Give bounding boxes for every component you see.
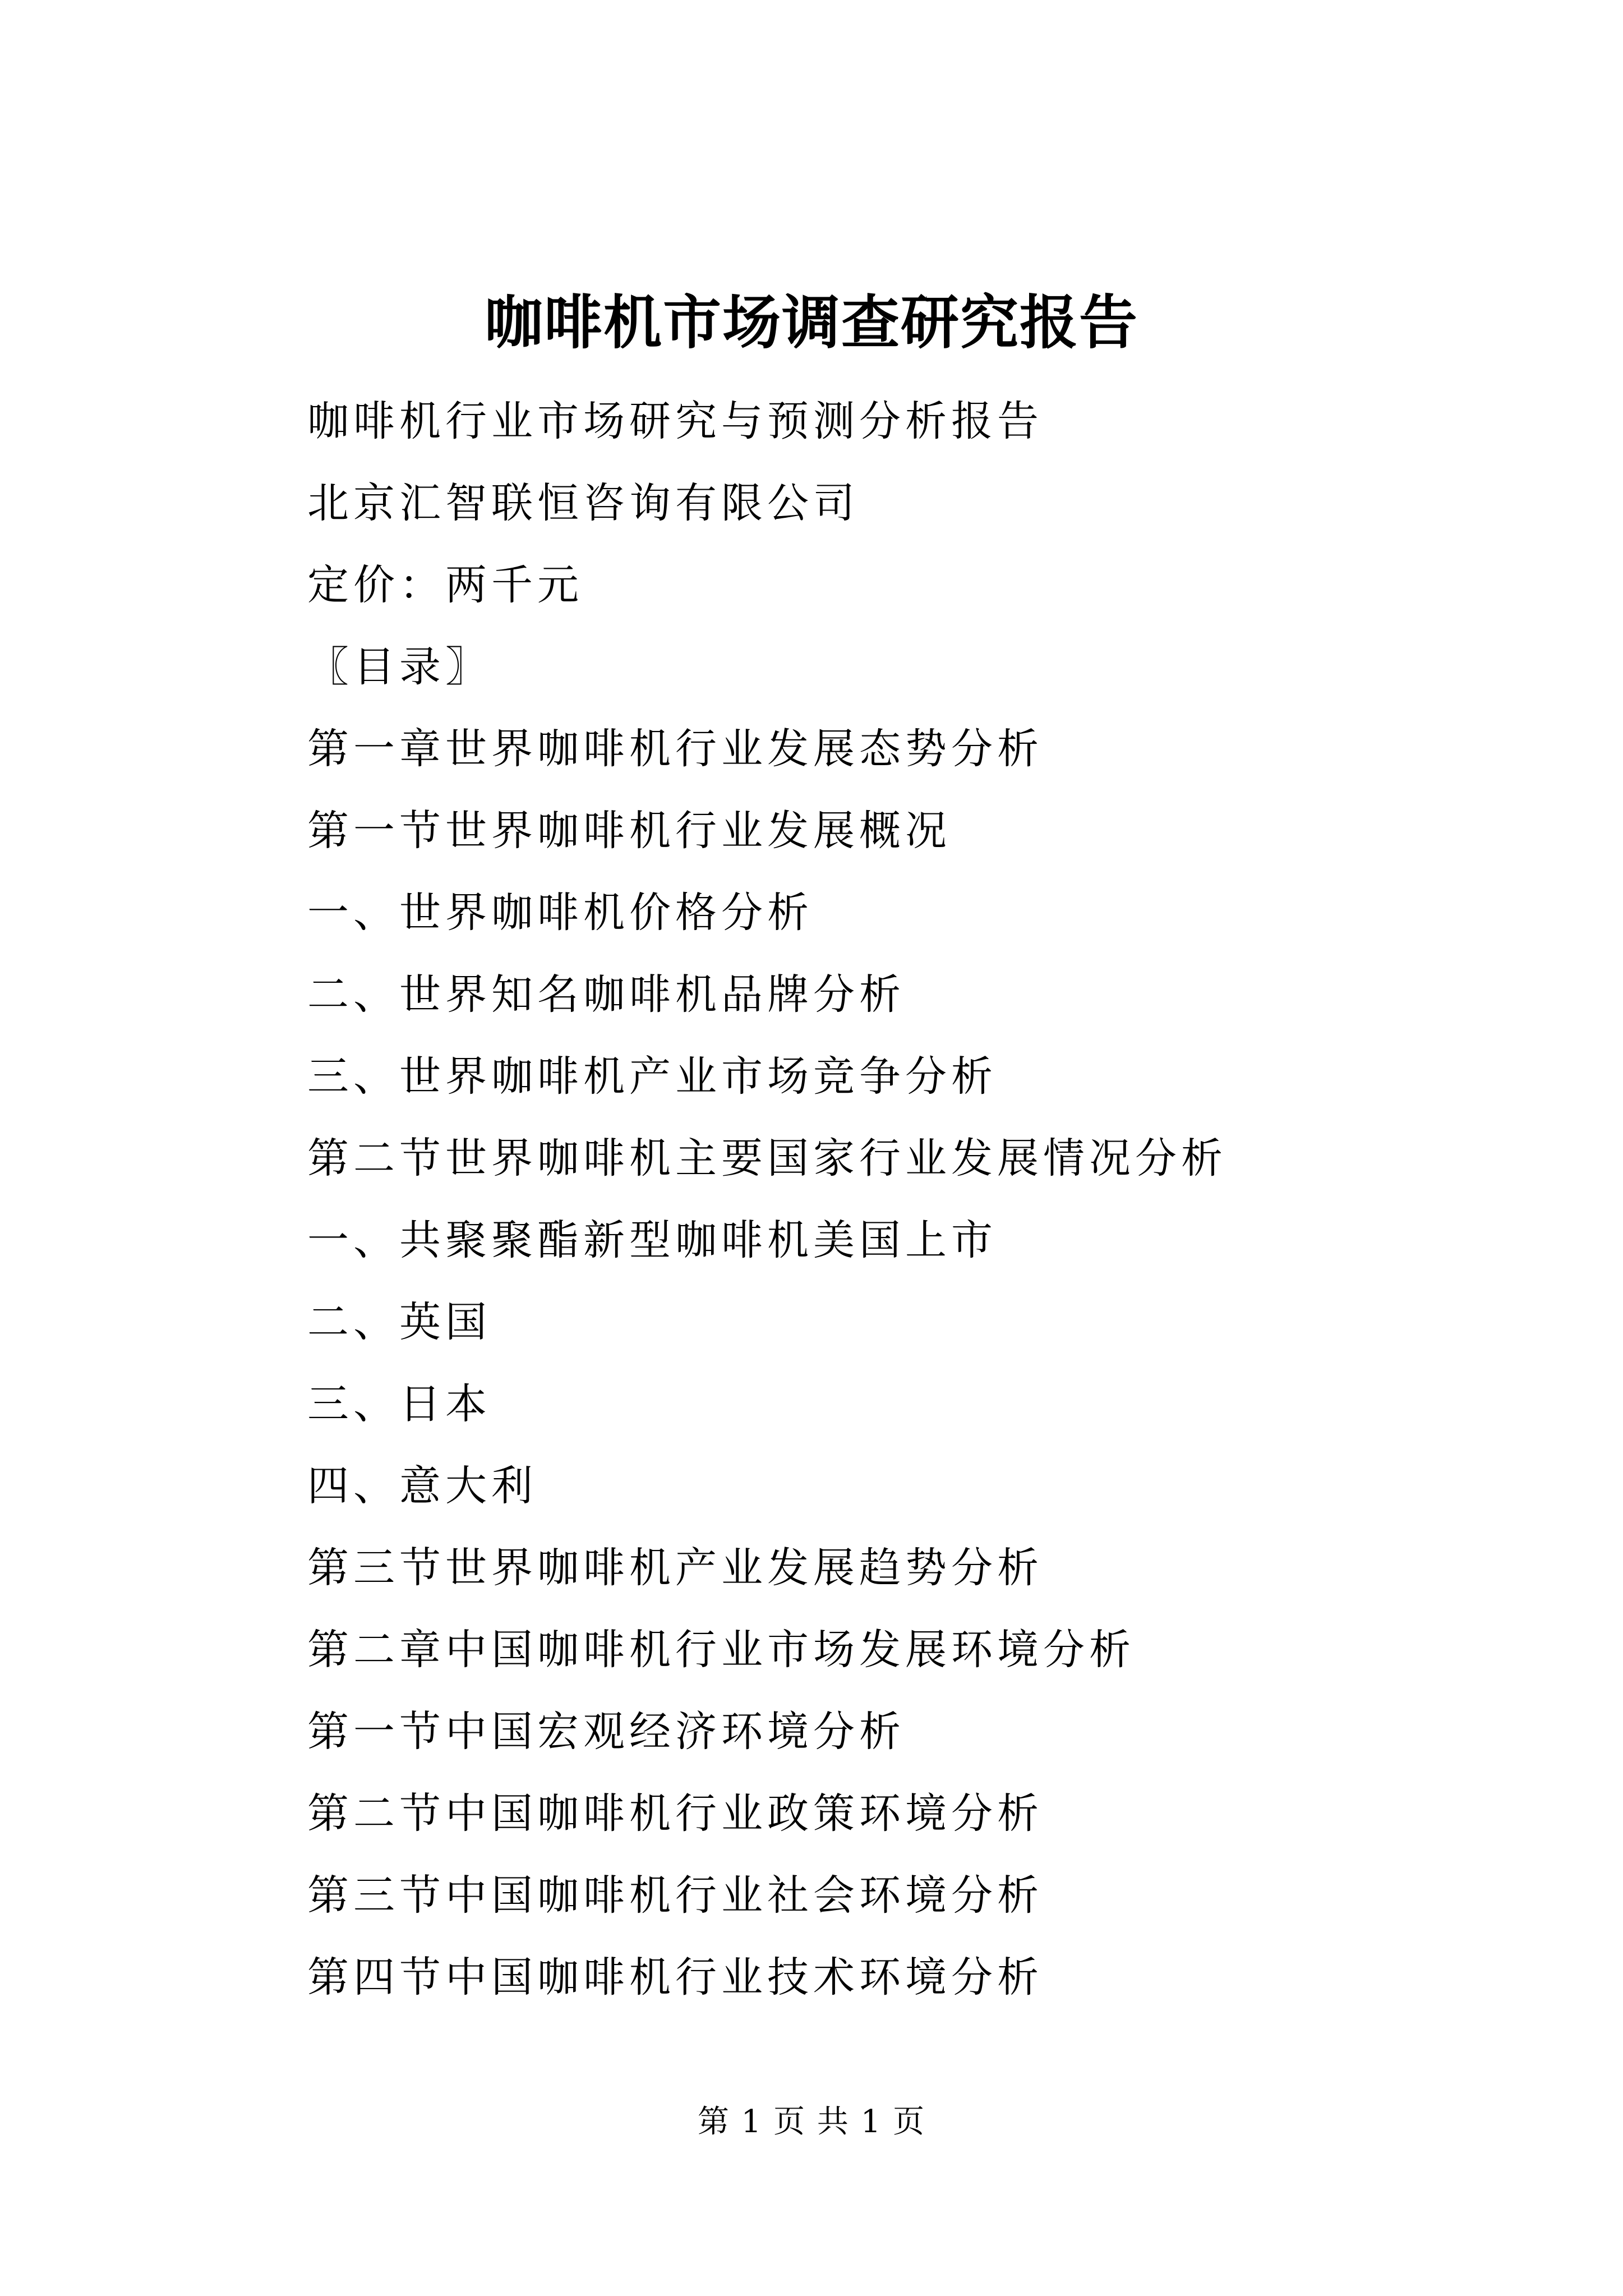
body-line: 定价：两千元 [307, 561, 583, 609]
body-line: 咖啡机行业市场研究与预测分析报告 [307, 397, 1043, 445]
body-line: 三、日本 [307, 1380, 491, 1428]
body-line: 三、世界咖啡机产业市场竞争分析 [307, 1052, 997, 1101]
body-line: 一、世界咖啡机价格分析 [307, 889, 813, 937]
body-line: 北京汇智联恒咨询有限公司 [307, 479, 859, 527]
body-line: 第三节世界咖啡机产业发展趋势分析 [307, 1544, 1043, 1592]
body-line: 第四节中国咖啡机行业技术环境分析 [307, 1953, 1043, 2001]
body-line: 二、英国 [307, 1298, 491, 1346]
body-line: 第二节中国咖啡机行业政策环境分析 [307, 1789, 1043, 1838]
body-line: 〖目录〗 [307, 643, 491, 691]
body-line: 第三节中国咖啡机行业社会环境分析 [307, 1871, 1043, 1920]
body-line: 第二章中国咖啡机行业市场发展环境分析 [307, 1626, 1135, 1674]
body-line: 第二节世界咖啡机主要国家行业发展情况分析 [307, 1134, 1227, 1182]
document-body [307, 380, 1569, 2018]
body-line: 第一节中国宏观经济环境分析 [307, 1708, 905, 1756]
document-title: 咖啡机市场调查研究报告 [484, 288, 1138, 357]
body-line: 四、意大利 [307, 1462, 537, 1510]
body-line: 二、世界知名咖啡机品牌分析 [307, 970, 905, 1019]
page-footer: 第 1 页 共 1 页 [697, 2104, 926, 2140]
body-line: 一、共聚聚酯新型咖啡机美国上市 [307, 1216, 997, 1264]
body-line: 第一章世界咖啡机行业发展态势分析 [307, 725, 1043, 773]
body-line: 第一节世界咖啡机行业发展概况 [307, 807, 951, 855]
